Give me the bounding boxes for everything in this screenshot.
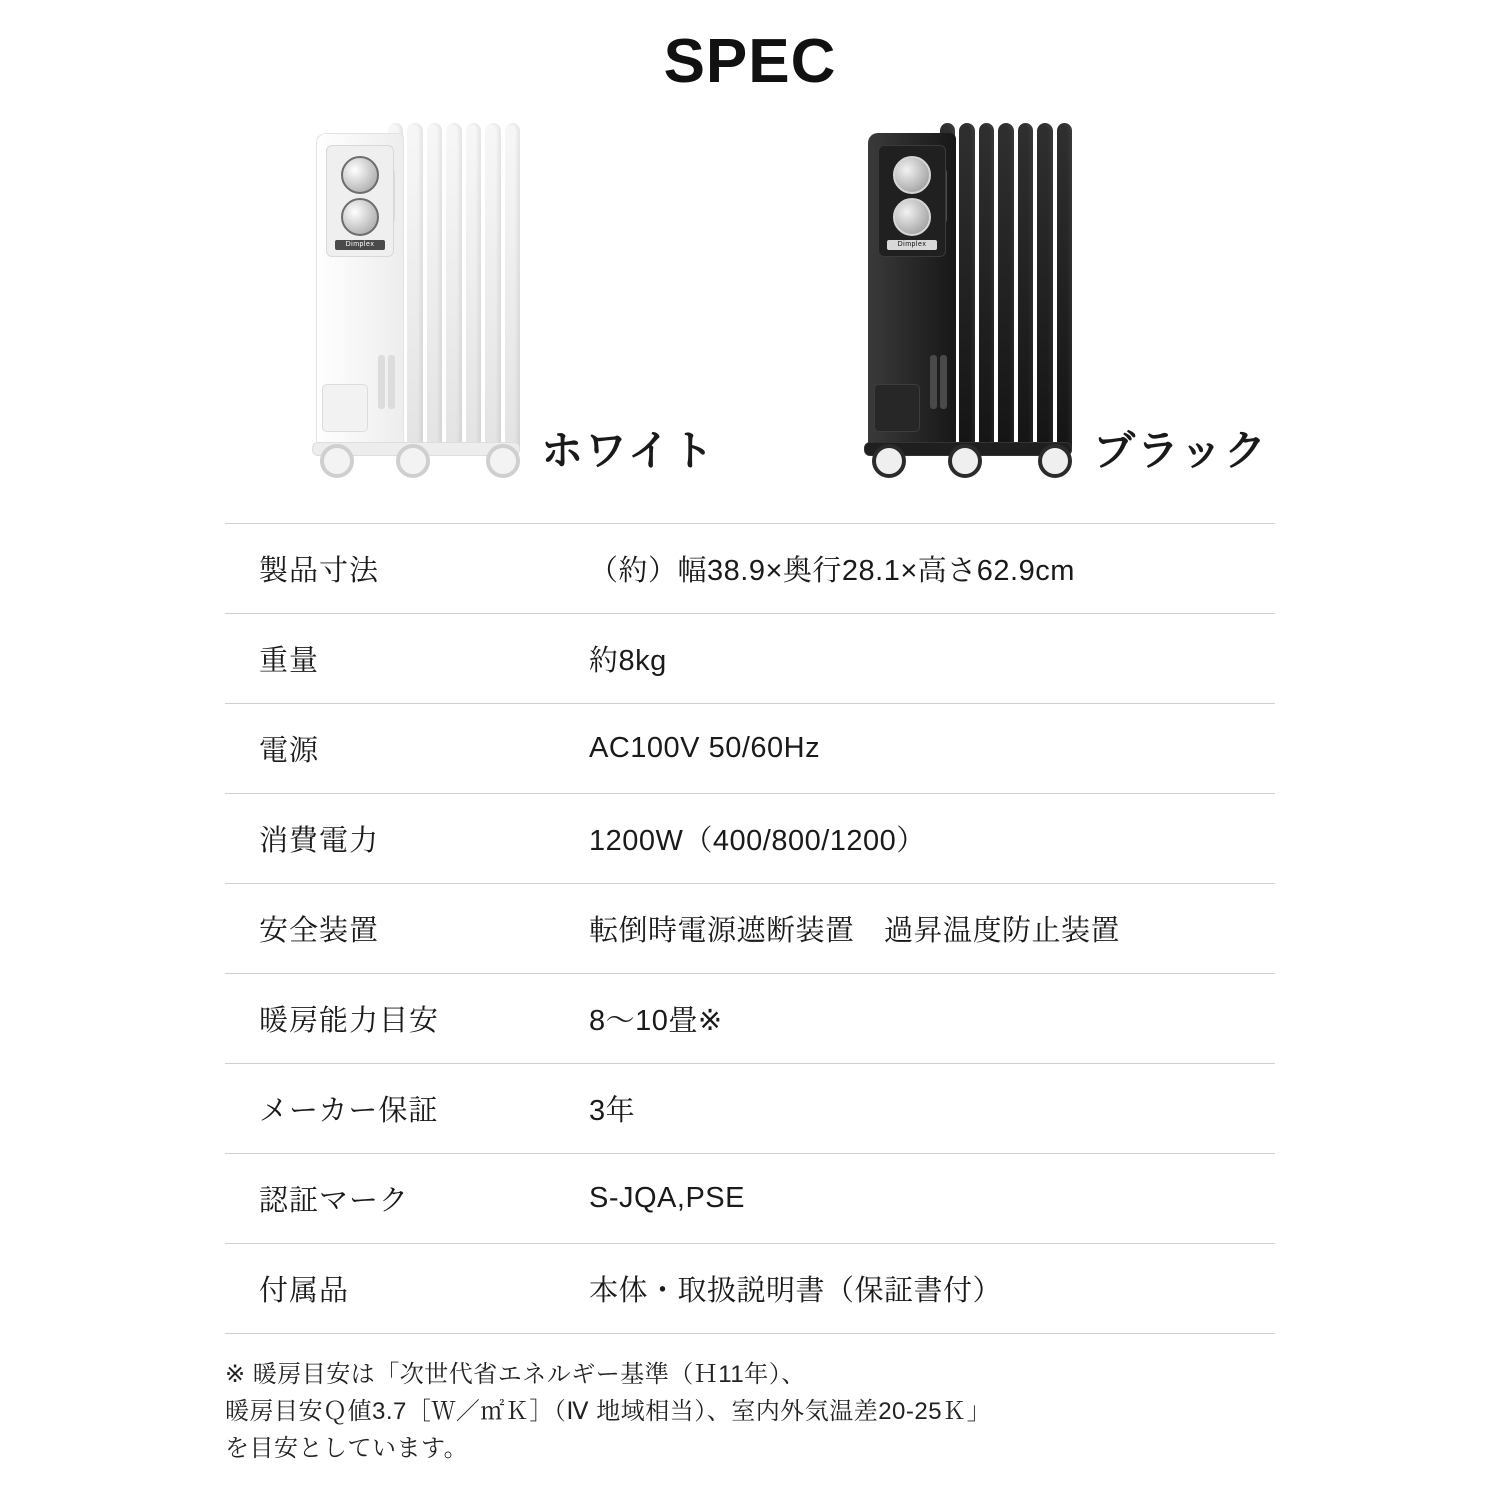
table-row bbox=[225, 614, 1275, 704]
cord-storage bbox=[874, 384, 920, 432]
spec-table bbox=[225, 523, 1275, 1334]
heater-fin bbox=[1037, 123, 1052, 453]
footnote-line-2 bbox=[225, 1393, 1275, 1430]
caster-wheel bbox=[396, 444, 430, 478]
heater-fin bbox=[998, 123, 1013, 453]
control-panel[interactable] bbox=[878, 145, 946, 257]
brand-logo: Dimplex bbox=[335, 240, 385, 250]
product-image-row bbox=[0, 119, 1500, 509]
spec-label: 安全装置 bbox=[259, 915, 380, 947]
power-knob[interactable] bbox=[341, 198, 379, 236]
heater-fin bbox=[466, 123, 481, 453]
table-row bbox=[225, 884, 1275, 974]
spec-value: AC100V 50/60Hz bbox=[589, 732, 821, 764]
product-black bbox=[862, 119, 1268, 484]
heater-illustration-white bbox=[310, 119, 525, 484]
caster-wheel bbox=[872, 444, 906, 478]
thermostat-knob[interactable] bbox=[893, 156, 931, 194]
color-label-white: ホワイト bbox=[541, 427, 716, 474]
footnote-line-2b: Ｋ］（Ⅳ 地域相当）、室内外気温差20-25Ｋ」 bbox=[504, 1398, 992, 1426]
caster-wheel bbox=[486, 444, 520, 478]
vent-slot bbox=[930, 355, 937, 409]
heater-fin bbox=[1057, 123, 1072, 453]
table-row bbox=[225, 704, 1275, 794]
spec-value: 転倒時電源遮断装置 過昇温度防止装置 bbox=[589, 915, 1121, 947]
thermostat-knob[interactable] bbox=[341, 156, 379, 194]
heater-fin bbox=[979, 123, 994, 453]
footnote-line-3: を目安としています。 bbox=[225, 1435, 469, 1463]
page-title: SPEC bbox=[663, 27, 837, 96]
footnote-line-1: ※ 暖房目安は「次世代省エネルギー基準（Ｈ11年）、 bbox=[225, 1361, 806, 1388]
table-row bbox=[225, 794, 1275, 884]
spec-value: S-JQA,PSE bbox=[589, 1182, 745, 1214]
table-row bbox=[225, 524, 1275, 614]
spec-label: 認証マーク bbox=[259, 1185, 410, 1217]
spec-label: 重量 bbox=[259, 645, 320, 677]
spec-value: 8〜10畳※ bbox=[589, 1005, 723, 1037]
vent-slot bbox=[940, 355, 947, 409]
spec-label: 消費電力 bbox=[259, 825, 380, 857]
control-panel[interactable] bbox=[326, 145, 394, 257]
caster-wheel bbox=[320, 444, 354, 478]
spec-label: 製品寸法 bbox=[259, 555, 380, 587]
heater-fin bbox=[485, 123, 500, 453]
vent-slot bbox=[388, 355, 395, 409]
heater-fin bbox=[407, 123, 422, 453]
heater-fin bbox=[1018, 123, 1033, 453]
spec-value: 3年 bbox=[589, 1095, 636, 1127]
spec-value: 本体・取扱説明書（保証書付） bbox=[589, 1275, 1003, 1307]
spec-label: 付属品 bbox=[259, 1275, 350, 1307]
heater-fins bbox=[940, 123, 1072, 453]
heater-fin bbox=[446, 123, 461, 453]
spec-label: メーカー保証 bbox=[259, 1095, 439, 1127]
brand-logo: Dimplex bbox=[887, 240, 937, 250]
cord-storage bbox=[322, 384, 368, 432]
power-knob[interactable] bbox=[893, 198, 931, 236]
heater-fin bbox=[505, 123, 520, 453]
table-row bbox=[225, 1154, 1275, 1244]
caster-wheel bbox=[948, 444, 982, 478]
product-white bbox=[310, 119, 716, 484]
spec-label: 暖房能力目安 bbox=[259, 1005, 440, 1037]
footnote-line-2a: 暖房目安Ｑ値3.7［Ｗ／㎡ bbox=[225, 1398, 505, 1426]
spec-value: 約8kg bbox=[589, 645, 667, 677]
heater-fins bbox=[388, 123, 520, 453]
vent-slot bbox=[378, 355, 385, 409]
footnote bbox=[225, 1356, 1275, 1468]
heater-fin bbox=[427, 123, 442, 453]
spec-value: 1200W（400/800/1200） bbox=[589, 825, 926, 857]
table-row bbox=[225, 974, 1275, 1064]
table-row bbox=[225, 1244, 1275, 1334]
spec-label: 電源 bbox=[259, 735, 320, 767]
spec-value: （約）幅38.9×奥行28.1×高さ62.9cm bbox=[589, 555, 1075, 587]
heater-fin bbox=[959, 123, 974, 453]
color-label-black: ブラック bbox=[1093, 427, 1269, 474]
table-row bbox=[225, 1064, 1275, 1154]
caster-wheel bbox=[1038, 444, 1072, 478]
heater-illustration-black bbox=[862, 119, 1077, 484]
